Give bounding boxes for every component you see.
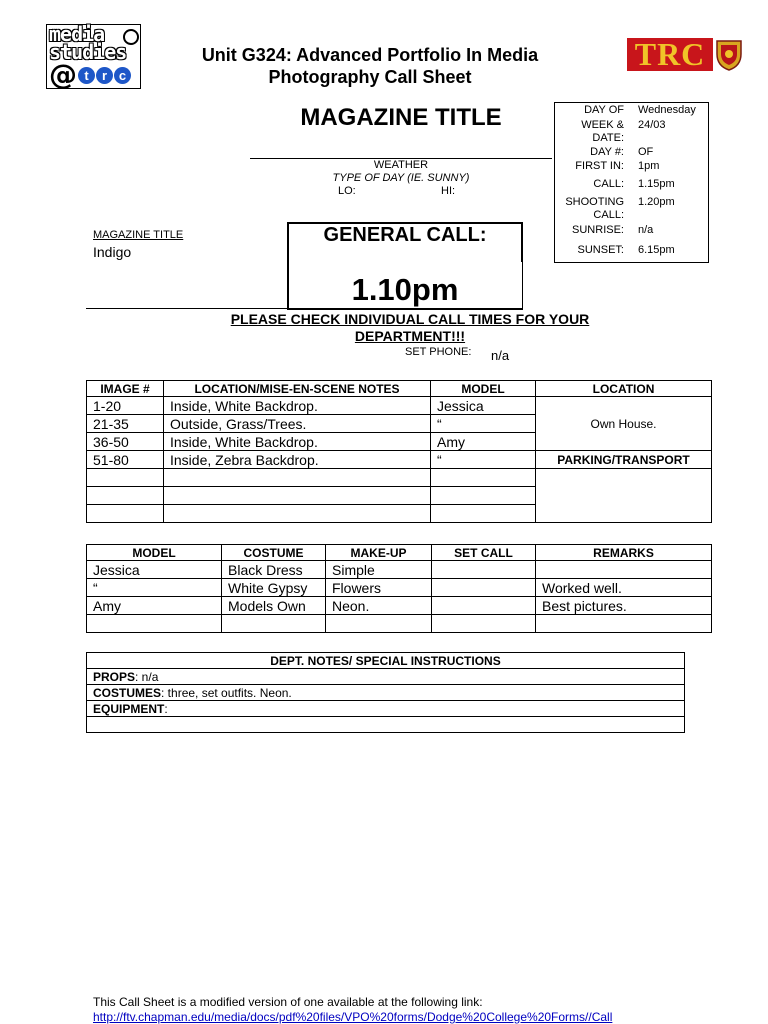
costumes-row xyxy=(87,685,685,701)
weather-label: WEATHER xyxy=(373,159,429,171)
logo-letter-c: c xyxy=(114,67,131,84)
table-cell xyxy=(87,615,222,633)
document-title-line2: Photography Call Sheet xyxy=(268,67,472,87)
column-header: SET CALL xyxy=(432,545,536,561)
table-cell: Jessica xyxy=(87,561,222,579)
type-of-day-label: TYPE OF DAY (IE. SUNNY) xyxy=(332,172,470,184)
table-cell: Inside, White Backdrop. xyxy=(164,397,431,415)
table-row xyxy=(87,685,685,701)
location-value: Own House. xyxy=(536,397,712,451)
table-row xyxy=(87,615,712,633)
info-value: 24/03 xyxy=(638,119,666,131)
column-header: IMAGE # xyxy=(87,381,164,397)
logo-letter-t: t xyxy=(78,67,95,84)
table-cell xyxy=(326,615,432,633)
column-header: MAKE-UP xyxy=(326,545,432,561)
table-cell: Jessica xyxy=(431,397,536,415)
info-label: DAY OF xyxy=(584,104,624,116)
table-cell: Outside, Grass/Trees. xyxy=(164,415,431,433)
hi-label: HI: xyxy=(441,185,456,197)
table-cell xyxy=(431,505,536,523)
equipment-value: : xyxy=(164,701,168,716)
table-cell: 1-20 xyxy=(87,397,164,415)
divider xyxy=(287,308,523,310)
table-cell: “ xyxy=(431,415,536,433)
table-cell xyxy=(432,561,536,579)
notice-line2: DEPARTMENT!!! xyxy=(354,328,466,344)
table-row xyxy=(87,597,712,615)
logo-trc-row xyxy=(49,58,131,91)
info-label: SUNRISE: xyxy=(572,224,624,236)
dept-notes-header: DEPT. NOTES/ SPECIAL INSTRUCTIONS xyxy=(87,653,685,669)
info-label: SUNSET: xyxy=(577,244,624,256)
info-value: 1.20pm xyxy=(638,196,675,208)
equipment-label: EQUIPMENT xyxy=(93,701,165,716)
table-cell: Flowers xyxy=(326,579,432,597)
crest-icon xyxy=(715,38,743,71)
table-cell xyxy=(164,487,431,505)
column-header: REMARKS xyxy=(536,545,712,561)
table-cell xyxy=(87,487,164,505)
table-cell: 36-50 xyxy=(87,433,164,451)
magazine-title-heading: MAGAZINE TITLE xyxy=(300,104,502,131)
table-header-row xyxy=(87,653,685,669)
logo-media-text: media xyxy=(49,22,105,46)
table-cell xyxy=(432,597,536,615)
info-value: 1.15pm xyxy=(638,178,675,190)
table-cell: Black Dress xyxy=(222,561,326,579)
info-value: 6.15pm xyxy=(638,244,675,256)
table-cell: Inside, White Backdrop. xyxy=(164,433,431,451)
column-header: LOCATION/MISE-EN-SCENE NOTES xyxy=(164,381,431,397)
info-value: 1pm xyxy=(638,160,660,172)
document-title-line1: Unit G324: Advanced Portfolio In Media xyxy=(201,45,539,65)
table-row xyxy=(87,469,712,487)
footer-link[interactable]: http://ftv.chapman.edu/media/docs/pdf%20files/VPO%20forms/Dodge%20College%20Forms//Call xyxy=(93,1010,613,1024)
column-header: COSTUME xyxy=(222,545,326,561)
table-row xyxy=(87,397,712,415)
table-cell xyxy=(164,505,431,523)
table-cell xyxy=(87,505,164,523)
table-cell: Simple xyxy=(326,561,432,579)
info-label: SHOOTING xyxy=(565,196,624,208)
magazine-title-label: MAGAZINE TITLE xyxy=(93,229,184,241)
table-cell: White Gypsy xyxy=(222,579,326,597)
props-row xyxy=(87,669,685,685)
table-cell: Worked well. xyxy=(536,579,712,597)
table-cell: Amy xyxy=(431,433,536,451)
schedule-info-box xyxy=(554,102,709,263)
props-label: PROPS xyxy=(93,669,136,684)
table-cell: Amy xyxy=(87,597,222,615)
table-cell xyxy=(536,615,712,633)
column-header: MODEL xyxy=(87,545,222,561)
trc-logo-text: TRC xyxy=(627,38,713,71)
info-label: FIRST IN: xyxy=(575,160,624,172)
shots-table xyxy=(86,380,712,523)
info-label: CALL: xyxy=(593,178,624,190)
footer-note: This Call Sheet is a modified version of one available at the following link: xyxy=(93,995,483,1009)
column-header: LOCATION xyxy=(536,381,712,397)
table-row xyxy=(87,561,712,579)
table-cell: Best pictures. xyxy=(536,597,712,615)
table-header-row xyxy=(87,381,712,397)
logo-letter-r: r xyxy=(96,67,113,84)
parking-transport-value xyxy=(536,469,712,523)
table-cell xyxy=(222,615,326,633)
lo-label: LO: xyxy=(338,185,356,197)
media-studies-logo xyxy=(46,24,141,89)
table-row xyxy=(87,669,685,685)
logo-at-symbol: @ xyxy=(49,58,77,91)
table-cell: Inside, Zebra Backdrop. xyxy=(164,451,431,469)
table-row xyxy=(87,717,685,733)
info-label: DAY #: xyxy=(590,146,624,158)
info-label: WEEK & xyxy=(581,119,624,131)
table-cell xyxy=(431,487,536,505)
parking-transport-header: PARKING/TRANSPORT xyxy=(536,451,712,469)
set-phone-label: SET PHONE: xyxy=(405,346,472,358)
table-cell: “ xyxy=(431,451,536,469)
info-label: CALL: xyxy=(593,209,624,221)
table-cell xyxy=(536,561,712,579)
table-cell xyxy=(87,717,685,733)
table-cell: “ xyxy=(87,579,222,597)
info-value: Wednesday xyxy=(638,104,696,116)
divider xyxy=(86,308,289,309)
props-value: : n/a xyxy=(135,669,159,684)
table-header-row xyxy=(87,545,712,561)
set-phone-value: n/a xyxy=(491,348,510,363)
table-cell: 51-80 xyxy=(87,451,164,469)
table-row xyxy=(87,579,712,597)
table-cell: Models Own xyxy=(222,597,326,615)
magazine-title-value: Indigo xyxy=(93,244,132,260)
general-call-time: 1.10pm xyxy=(351,272,459,307)
info-label: DATE: xyxy=(592,132,624,144)
table-cell xyxy=(432,579,536,597)
cast-table xyxy=(86,544,712,633)
table-cell xyxy=(87,469,164,487)
info-value: n/a xyxy=(638,224,654,236)
costumes-value: : three, set outfits. Neon. xyxy=(161,685,292,700)
table-row xyxy=(87,701,685,717)
dept-notes-table xyxy=(86,652,685,733)
general-call-label: GENERAL CALL: xyxy=(323,224,487,246)
trc-logo xyxy=(627,38,744,71)
costumes-label: COSTUMES xyxy=(93,685,162,700)
table-cell: Neon. xyxy=(326,597,432,615)
table-row xyxy=(87,451,712,469)
table-cell xyxy=(164,469,431,487)
column-header: MODEL xyxy=(431,381,536,397)
notice-line1: PLEASE CHECK INDIVIDUAL CALL TIMES FOR YOUR xyxy=(230,311,590,327)
logo-studies-text: studies xyxy=(49,40,127,64)
info-value: OF xyxy=(638,146,654,158)
table-cell xyxy=(431,469,536,487)
table-cell xyxy=(432,615,536,633)
table-cell: 21-35 xyxy=(87,415,164,433)
equipment-row xyxy=(87,701,685,717)
